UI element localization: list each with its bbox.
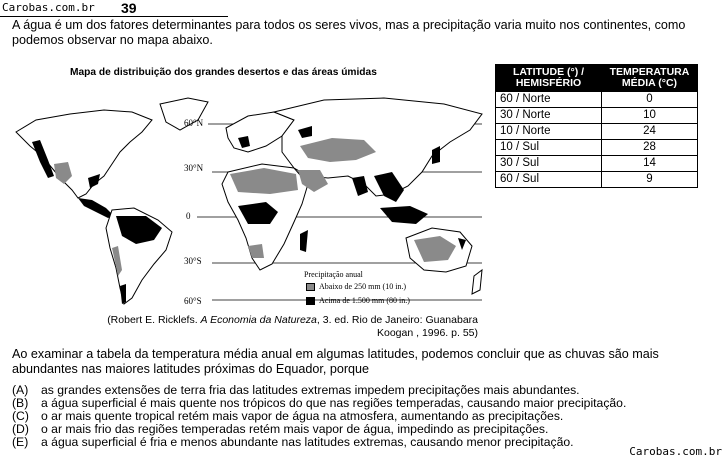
option-letter: (A) — [12, 383, 29, 397]
cell-latitude: 30 / Sul — [496, 156, 602, 172]
cell-latitude: 10 / Norte — [496, 124, 602, 140]
intro-text: A água é um dos fatores determinantes para todos os seres vivos, mas a precipitação varia muito nos continentes, como podemos observar no mapa abaixo. — [12, 18, 686, 47]
table-row — [496, 124, 698, 140]
cell-temperature: 9 — [602, 172, 698, 188]
option-text: a água superficial é fria e menos abundante nas latitudes extremas, causando menor precipitação. — [41, 435, 574, 449]
question-stem: Ao examinar a tabela da temperatura média anual em algumas latitudes, podemos concluir que as chuvas são mais abundantes nas maiores latitudes próximas do Equador, porque — [12, 347, 659, 376]
option-letter: (C) — [12, 409, 29, 423]
new-zealand — [472, 270, 482, 294]
lat-label-30n: 30°N — [184, 163, 204, 173]
option-letter: (B) — [12, 396, 29, 410]
cell-latitude: 60 / Sul — [496, 172, 602, 188]
table-row — [496, 140, 698, 156]
legend-label-dry: Abaixo de 250 mm (10 in.) — [319, 282, 407, 291]
kalahari-desert — [248, 244, 264, 258]
cell-temperature: 24 — [602, 124, 698, 140]
temperature-table — [495, 64, 698, 188]
table-header-row — [496, 65, 698, 92]
option-text: o ar mais quente tropical retém mais vapor de água na atmosfera, aumentando as precipitações. — [41, 409, 564, 423]
cell-temperature: 0 — [602, 92, 698, 108]
option-e[interactable] — [12, 436, 626, 449]
legend-item-wet — [306, 296, 410, 305]
site-watermark-top: Carobas.com.br — [2, 1, 95, 14]
cell-temperature: 10 — [602, 108, 698, 124]
legend-title: Precipitação anual — [304, 270, 363, 279]
cell-latitude: 60 / Norte — [496, 92, 602, 108]
answer-options — [12, 384, 626, 449]
indonesia-wet — [380, 206, 428, 224]
option-text: a água superficial é mais quente nos trópicos do que nas regiões temperadas, causando maior precipitação. — [41, 396, 627, 410]
header-temperature: TEMPERATURA MÉDIA (°C) — [602, 65, 698, 92]
map-title: Mapa de distribuição dos grandes desertos e das áreas úmidas — [70, 67, 377, 78]
header-latitude: LATITUDE (°) / HEMISFÉRIO — [496, 65, 602, 92]
option-text: as grandes extensões de terra fria das latitudes extremas impedem precipitações mais abundantes. — [41, 383, 580, 397]
legend-item-dry — [306, 282, 406, 291]
table-row — [496, 92, 698, 108]
cell-latitude: 10 / Sul — [496, 140, 602, 156]
cell-latitude: 30 / Norte — [496, 108, 602, 124]
madagascar — [300, 230, 308, 252]
option-text: o ar mais frio das regiões temperadas retém mais vapor de água, impedindo as precipitações. — [41, 422, 549, 436]
legend-swatch-dry — [306, 283, 315, 291]
table-row — [496, 172, 698, 188]
lat-label-equator: 0 — [186, 211, 191, 221]
cell-temperature: 28 — [602, 140, 698, 156]
question-number: 39 — [121, 0, 137, 16]
legend-swatch-wet — [306, 297, 315, 305]
central-america — [78, 198, 114, 218]
option-letter: (E) — [12, 435, 29, 449]
lat-label-30s: 30°S — [184, 256, 202, 266]
cell-temperature: 14 — [602, 156, 698, 172]
lat-label-60s: 60°S — [184, 296, 202, 306]
map-source-citation: (Robert E. Ricklefs. A Economia da Natureza, 3. ed. Rio de Janeiro: Guanabara Koogan , 1996. p. 55) — [107, 314, 478, 339]
world-precipitation-map — [12, 80, 494, 312]
header-rule — [0, 16, 228, 17]
option-letter: (D) — [12, 422, 29, 436]
south-america-wet-south — [120, 284, 126, 304]
table-row — [496, 108, 698, 124]
lat-label-60n: 60°N — [184, 118, 204, 128]
legend-label-wet: Acima de 1.500 mm (80 in.) — [319, 296, 410, 305]
table-row — [496, 156, 698, 172]
site-watermark-bottom: Carobas.com.br — [629, 445, 722, 458]
north-america — [16, 110, 152, 198]
